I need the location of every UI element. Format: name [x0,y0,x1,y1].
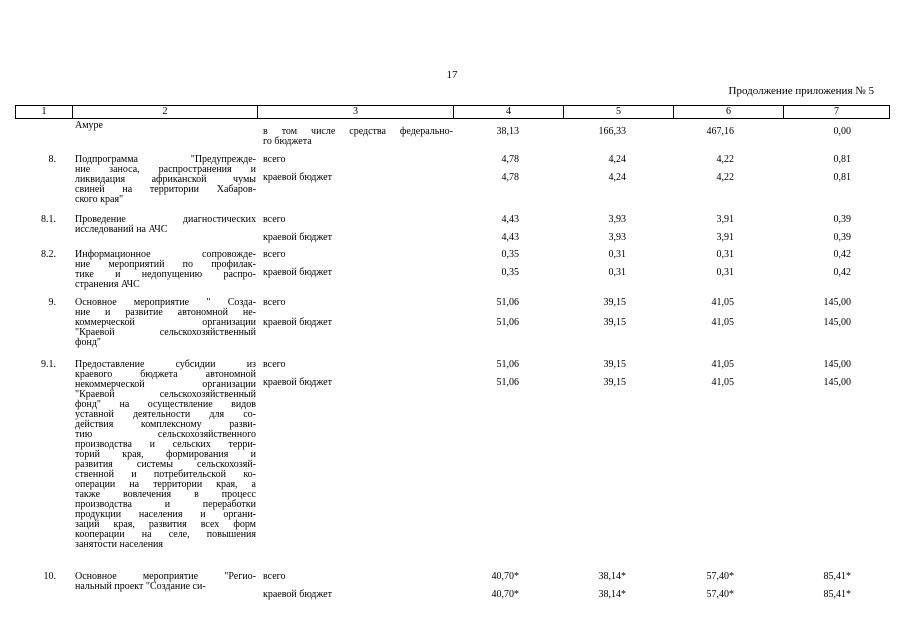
amount-cell: 40,70* [491,589,519,600]
amount-cell: 4,22 [716,154,734,165]
amount-cell: 0,31 [608,267,626,278]
funding-source-label: всего [263,359,286,370]
amount-cell: 85,41* [823,571,851,582]
row-name-line: ние и развитие автономной не- [75,307,256,318]
amount-cell: 4,24 [608,172,626,183]
funding-source-label: всего [263,249,286,260]
row-name-line: заций края, развития всех форм [75,519,256,530]
amount-cell: 41,05 [711,297,734,308]
amount-cell: 0,35 [501,249,519,260]
amount-cell: 145,00 [823,377,851,388]
amount-cell: 85,41* [823,589,851,600]
row-name-line: ского края" [75,194,124,205]
page-number: 17 [446,69,458,81]
amount-cell: 39,15 [603,377,626,388]
funding-source-label: всего [263,297,286,308]
amount-cell: 4,24 [608,154,626,165]
amount-cell: 39,15 [603,297,626,308]
amount-cell: 51,06 [496,317,519,328]
row-name-line: торий края, формирования и [75,449,256,460]
amount-cell: 4,43 [501,214,519,225]
amount-cell: 57,40* [706,571,734,582]
row-name-line: Подпрограмма "Предупрежде- [75,154,256,165]
row-name-line: развития системы сельскохозяй- [75,459,256,470]
row-name-line: фонд" на осуществление видов [75,399,256,410]
row-name-line: занятости населения [75,539,164,550]
funding-source-label: краевой бюджет [263,589,332,600]
amount-cell: 0,00 [833,126,851,137]
row-name-line: "Краевой сельскохозяйственный [75,327,256,338]
amount-cell: 0,35 [501,267,519,278]
row-number: 8. [48,154,56,165]
funding-source-label: краевой бюджет [263,267,332,278]
funding-source-label: краевой бюджет [263,232,332,243]
amount-cell: 166,33 [598,126,626,137]
header-col-7: 7 [834,106,839,117]
funding-source-label: всего [263,154,286,165]
row-name-line: Основное мероприятие " Созда- [75,297,256,308]
row-name-line: также вовлечения в процесс [75,489,256,500]
row-name-line: фонд" [75,337,102,348]
amount-cell: 3,91 [716,232,734,243]
amount-cell: 51,06 [496,297,519,308]
header-col-3: 3 [258,106,454,118]
funding-source-label: го бюджета [263,136,312,147]
row-name-line: Амуре [75,120,103,131]
funding-source-label: всего [263,571,286,582]
amount-cell: 38,13 [496,126,519,137]
amount-cell: 4,78 [501,154,519,165]
amount-cell: 57,40* [706,589,734,600]
amount-cell: 0,81 [833,172,851,183]
amount-cell: 4,43 [501,232,519,243]
amount-cell: 0,39 [833,214,851,225]
header-col-1: 1 [16,106,73,118]
row-name-line: производства и переработки [75,499,256,510]
amount-cell: 38,14* [598,589,626,600]
funding-source-label: всего [263,214,286,225]
row-name-line: краевого бюджета автономной [75,369,256,380]
amount-cell: 0,81 [833,154,851,165]
row-name-line: свиней на территории Хабаров- [75,184,256,195]
amount-cell: 38,14* [598,571,626,582]
amount-cell: 51,06 [496,359,519,370]
funding-source-label: краевой бюджет [263,317,332,328]
row-name-line: коммерческой организации [75,317,256,328]
funding-source-label: краевой бюджет [263,172,332,183]
amount-cell: 4,78 [501,172,519,183]
amount-cell: 0,42 [833,267,851,278]
row-name-line: ственной и потребительской ко- [75,469,256,480]
amount-cell: 41,05 [711,317,734,328]
row-name-line: Проведение диагностических [75,214,256,225]
row-name-line: производства и сельских терри- [75,439,256,450]
row-name-line: тике и недопущению распро- [75,269,256,280]
header-col-4: 4 [454,106,564,118]
funding-source-label: в том числе средства федерально- [263,126,453,137]
row-name-line: действия комплексному разви- [75,419,256,430]
row-name-line: ликвидация африканской чумы [75,174,256,185]
row-name-line: продукции населения и органи- [75,509,256,520]
funding-source-label: краевой бюджет [263,377,332,388]
amount-cell: 145,00 [823,359,851,370]
row-name-line: Предоставление субсидии из [75,359,256,370]
row-name-line: тию сельскохозяйственного [75,429,256,440]
row-number: 8.2. [41,249,56,260]
amount-cell: 0,31 [716,267,734,278]
amount-cell: 145,00 [823,297,851,308]
row-name-line: кооперации на селе, повышения [75,529,256,540]
row-name-line: некоммерческой организации [75,379,256,390]
header-col-2: 2 [73,106,258,118]
row-name-line: Информационное сопровожде- [75,249,256,260]
amount-cell: 4,22 [716,172,734,183]
amount-cell: 0,39 [833,232,851,243]
row-number: 8.1. [41,214,56,225]
row-number: 10. [43,571,56,582]
amount-cell: 0,31 [608,249,626,260]
row-name-line: "Краевой сельскохозяйственный [75,389,256,400]
row-name-line: уставной деятельности для со- [75,409,256,420]
amount-cell: 0,31 [716,249,734,260]
row-name-line: операции на территории края, а [75,479,256,490]
amount-cell: 40,70* [491,571,519,582]
appendix-continuation-note: Продолжение приложения № 5 [728,85,874,97]
header-col-6: 6 [674,106,784,118]
row-number: 9.1. [41,359,56,370]
row-name-line: ние заноса, распространения и [75,164,256,175]
row-name-line: ние мероприятий по профилак- [75,259,256,270]
amount-cell: 3,91 [716,214,734,225]
row-number: 9. [48,297,56,308]
row-name-line: странения АЧС [75,279,140,290]
amount-cell: 145,00 [823,317,851,328]
row-name-line: Основное мероприятие "Регио- [75,571,256,582]
amount-cell: 39,15 [603,317,626,328]
amount-cell: 41,05 [711,377,734,388]
table-header [15,105,890,119]
amount-cell: 51,06 [496,377,519,388]
amount-cell: 3,93 [608,232,626,243]
amount-cell: 0,42 [833,249,851,260]
amount-cell: 3,93 [608,214,626,225]
amount-cell: 39,15 [603,359,626,370]
header-col-5: 5 [564,106,674,118]
row-name-line: нальный проект "Создание си- [75,581,206,592]
amount-cell: 467,16 [706,126,734,137]
row-name-line: исследований на АЧС [75,224,168,235]
amount-cell: 41,05 [711,359,734,370]
